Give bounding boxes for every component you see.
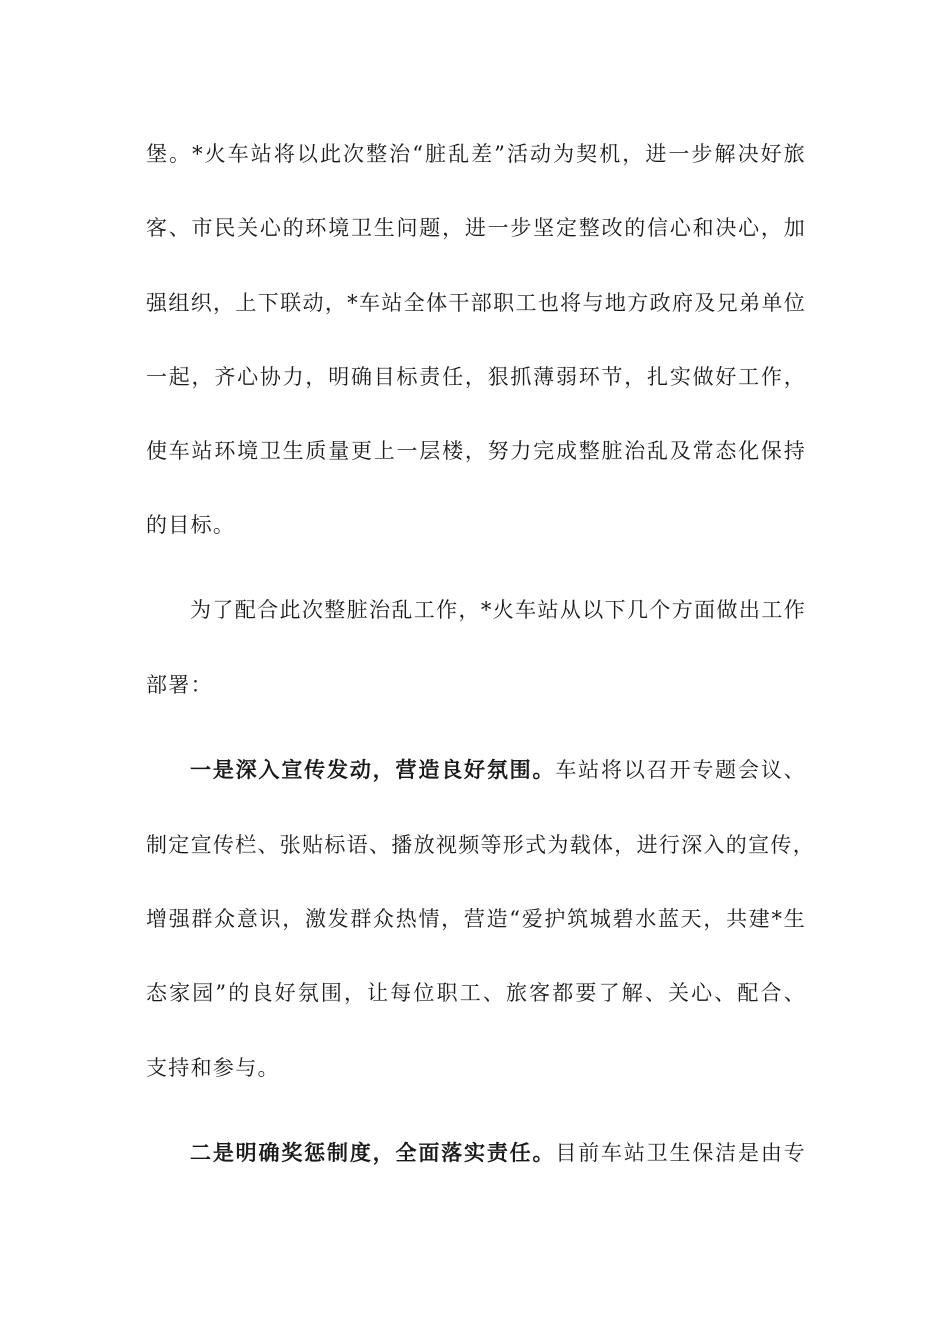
paragraph-line: 制定宣传栏、张贴标语、播放视频等形式为载体，进行深入的宣传， bbox=[146, 833, 815, 857]
paragraph-line: 堡。*火车站将以此次整治“脏乱差”活动为契机，进一步解决好旅 bbox=[146, 142, 806, 166]
paragraph-text: 目前车站卫生保洁是由专 bbox=[555, 1141, 806, 1165]
paragraph-line: 强组织，上下联动，*车站全体干部职工也将与地方政府及兄弟单位 bbox=[146, 291, 806, 315]
paragraph-line: 一起，齐心协力，明确目标责任，狠抓薄弱环节，扎实做好工作， bbox=[146, 365, 806, 389]
paragraph-line: 客、市民关心的环境卫生问题，进一步坚定整改的信心和决心，加 bbox=[146, 216, 806, 240]
paragraph-line: 支持和参与。 bbox=[146, 1056, 280, 1080]
paragraph-first-line bbox=[190, 756, 806, 784]
section-heading: 二是明确奖惩制度，全面落实责任。 bbox=[190, 1140, 556, 1165]
paragraph-line: 态家园”的良好氛围，让每位职工、旅客都要了解、关心、配合、 bbox=[146, 981, 806, 1005]
paragraph-line: 为了配合此次整脏治乱工作，*火车站从以下几个方面做出工作 bbox=[190, 598, 806, 622]
section-heading: 一是深入宣传发动，营造良好氛围。 bbox=[190, 757, 556, 782]
paragraph-line: 增强群众意识，激发群众热情，营造“爱护筑城碧水蓝天，共建*生 bbox=[146, 907, 806, 931]
paragraph-text: 车站将以召开专题会议、 bbox=[555, 758, 806, 782]
paragraph-line: 部署： bbox=[146, 673, 213, 697]
paragraph-first-line bbox=[190, 1139, 806, 1167]
paragraph-line: 的目标。 bbox=[146, 513, 236, 537]
paragraph-line: 使车站环境卫生质量更上一层楼，努力完成整脏治乱及常态化保持 bbox=[146, 439, 806, 463]
